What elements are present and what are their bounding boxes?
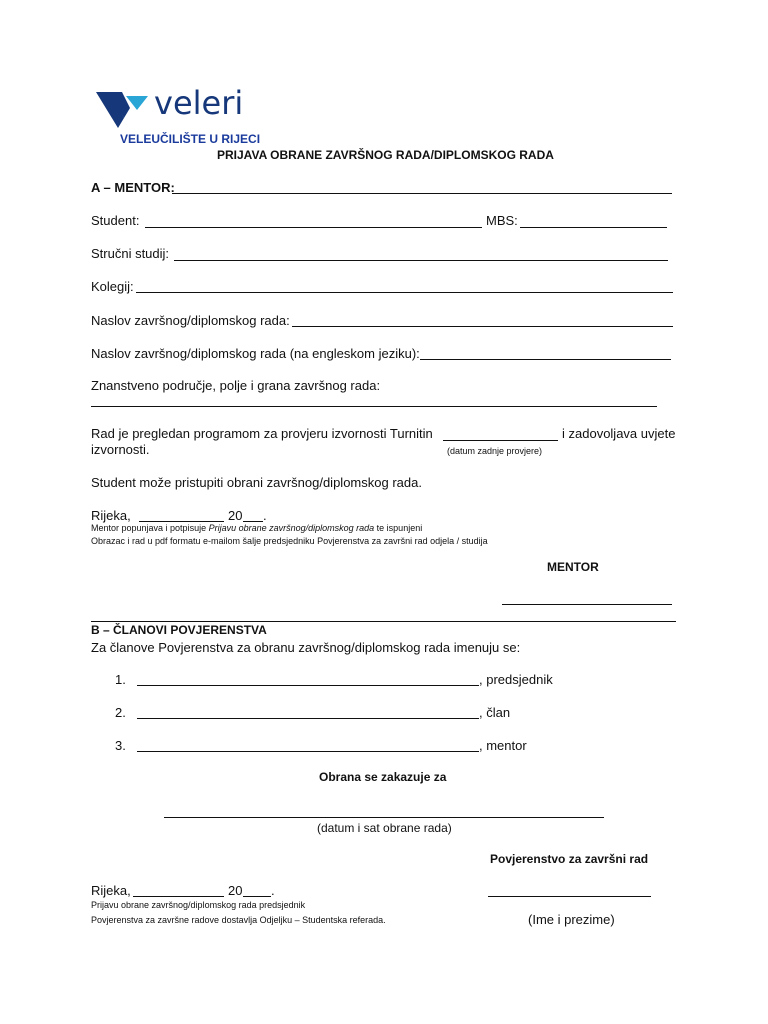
mentor-label: A – MENTOR: (91, 180, 175, 195)
year-prefix-b: 20 (228, 883, 243, 898)
turnitin-text-3: izvornosti. (91, 442, 150, 457)
study-field[interactable] (174, 260, 668, 261)
committee-label: Povjerenstvo za završni rad (490, 852, 649, 866)
field-label: Znanstveno područje, polje i grana završnog rada: (91, 378, 381, 393)
mentor-note-1b: Prijavu obrane završnog/diplomskog rada (208, 523, 375, 533)
veleri-logo-mark (96, 90, 150, 130)
member-1-field[interactable] (137, 685, 479, 686)
section-divider (91, 621, 676, 622)
turnitin-hint: (datum zadnje provjere) (447, 446, 543, 456)
thesis-title-field[interactable] (292, 326, 673, 327)
student-field[interactable] (145, 227, 482, 228)
mbs-label: MBS: (486, 213, 518, 228)
committee-note-1: Prijavu obrane završnog/diplomskog rada predsjednik (91, 900, 306, 910)
courses-label: Kolegij: (91, 279, 134, 294)
mbs-field[interactable] (520, 227, 667, 228)
member-1-role: , predsjednik (479, 672, 553, 687)
defense-date-field[interactable] (164, 817, 604, 818)
committee-signature-field[interactable] (488, 896, 651, 897)
member-2-num: 2. (115, 705, 126, 720)
defense-hint: (datum i sat obrane rada) (317, 821, 452, 835)
mentor-note-1 (91, 523, 422, 533)
mentor-signature-field[interactable] (502, 604, 672, 605)
mentor-sign-label: MENTOR (547, 560, 599, 574)
period-b: . (271, 883, 275, 898)
student-label: Student: (91, 213, 140, 228)
turnitin-text: Rad je pregledan programom za provjeru izvornosti Turnitin (91, 426, 433, 441)
member-2-field[interactable] (137, 718, 479, 719)
mentor-field[interactable] (172, 193, 672, 194)
year-prefix-a: 20 (228, 508, 243, 523)
date-field-b[interactable] (133, 896, 224, 897)
thesis-title-en-label: Naslov završnog/diplomskog rada (na engleskom jeziku): (91, 346, 420, 361)
field-field[interactable] (91, 406, 657, 407)
defense-label: Obrana se zakazuje za (319, 770, 447, 784)
page-title: PRIJAVA OBRANE ZAVRŠNOG RADA/DIPLOMSKOG RADA (217, 148, 554, 162)
can-defend-text: Student može pristupiti obrani završnog/diplomskog rada. (91, 475, 422, 490)
section-b-intro: Za članove Povjerenstva za obranu završnog/diplomskog rada imenuju se: (91, 640, 521, 655)
member-1-num: 1. (115, 672, 126, 687)
section-b-heading: B – ČLANOVI POVJERENSTVA (91, 623, 267, 637)
year-field-a[interactable] (243, 521, 263, 522)
mentor-note-1a: Mentor popunjava i potpisuje (91, 523, 209, 533)
year-field-b[interactable] (243, 896, 271, 897)
mentor-note-2: Obrazac i rad u pdf formatu e-mailom šalje predsjedniku Povjerenstva za završni rad odjela / studija (91, 536, 488, 546)
veleri-logo (96, 86, 276, 134)
place-label-a: Rijeka, (91, 508, 131, 523)
mentor-note-1c: te ispunjeni (374, 523, 423, 533)
period-a: . (263, 508, 267, 523)
thesis-title-label: Naslov završnog/diplomskog rada: (91, 313, 290, 328)
logo-wordmark: veleri (154, 84, 244, 122)
logo-subtitle: VELEUČILIŠTE U RIJECI (120, 132, 261, 146)
courses-field[interactable] (136, 292, 673, 293)
member-3-field[interactable] (137, 751, 479, 752)
committee-note-2: Povjerenstva za završne radove dostavlja Odjeljku – Studentska referada. (91, 915, 386, 925)
thesis-title-en-field[interactable] (420, 359, 671, 360)
place-label-b: Rijeka, (91, 883, 131, 898)
name-hint: (Ime i prezime) (528, 912, 615, 927)
study-label: Stručni studij: (91, 246, 170, 261)
member-2-role: , član (479, 705, 511, 720)
member-3-role: , mentor (479, 738, 527, 753)
date-field-a[interactable] (139, 521, 224, 522)
turnitin-date-field[interactable] (443, 440, 558, 441)
member-3-num: 3. (115, 738, 126, 753)
turnitin-text-2: i zadovoljava uvjete (562, 426, 676, 441)
